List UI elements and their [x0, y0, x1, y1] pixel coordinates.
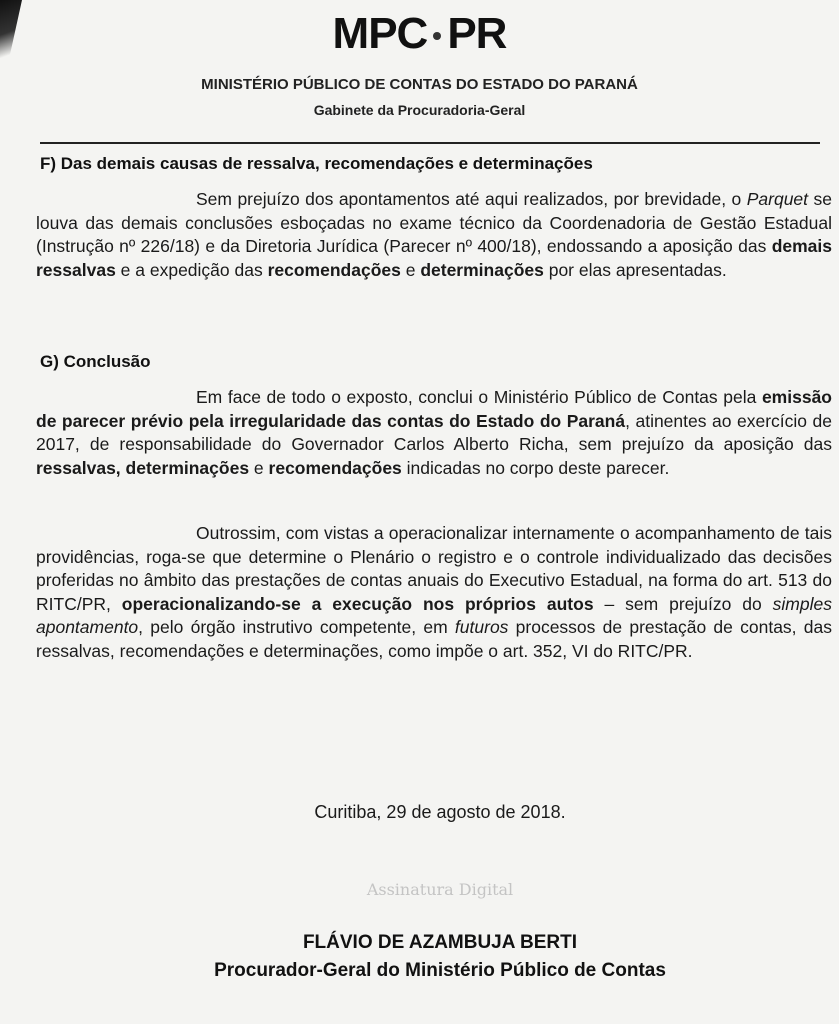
section-f-paragraph: [36, 188, 832, 282]
text-run: e a expedição das: [115, 259, 268, 280]
bold-run: recomendações: [267, 259, 401, 280]
section-f-heading: F) Das demais causas de ressalva, recomendações e determinações: [40, 154, 593, 173]
logo-right-text: PR: [447, 9, 507, 58]
logo-dot: [433, 32, 441, 40]
signer-name: FLÁVIO DE AZAMBUJA BERTI: [302, 932, 578, 953]
mpc-pr-logo: [0, 10, 839, 58]
italic-run: Parquet: [746, 189, 809, 209]
bold-run: demais ressalvas: [36, 236, 832, 280]
italic-run: futuros: [454, 617, 509, 637]
section-g-heading: G) Conclusão: [40, 352, 151, 371]
text-run: e: [400, 259, 421, 280]
text-run: , atinentes ao exercício de 2017, de responsabilidade do Governador Carlos Alberto Richa, sem prejuízo da aposição das: [36, 410, 832, 454]
text-run: se louva das demais conclusões esboçadas no exame técnico da Coordenadoria de Gestão Estadual (Instrução nº 226/18) e da Diretoria Jurídica (Parecer nº 400/18), endossando a aposição das: [36, 189, 832, 256]
italic-run: simples apontamento: [36, 593, 832, 637]
bold-run: ressalvas, determinações: [36, 457, 250, 478]
header-divider: [40, 142, 820, 144]
section-g-paragraph-2: [36, 522, 832, 663]
text-run: processos de prestação de contas, das ressalvas, recomendações e determinações, como impõe o art. 352, VI do RITC/PR.: [36, 617, 832, 661]
logo-left-text: MPC: [332, 9, 428, 58]
signer-role: Procurador-Geral do Ministério Público de Contas: [214, 960, 666, 981]
text-run: – sem prejuízo do: [593, 593, 773, 614]
digital-signature-watermark: Assinatura Digital: [366, 880, 514, 899]
text-run: Outrossim, com vistas a operacionalizar internamente o acompanhamento de tais providências, roga-se que determine o Plenário o registro e o controle individualizado das decisões proferidas no âmbito das prestações de contas anuais do Executivo Estadual, na forma do art. 513 do RITC/PR,: [36, 523, 832, 614]
text-run: Sem prejuízo dos apontamentos até aqui realizados, por brevidade, o: [196, 189, 747, 209]
text-run: indicadas no corpo deste parecer.: [401, 457, 670, 478]
bold-run: emissão de parecer prévio pela irregularidade das contas do Estado do Paraná: [36, 387, 832, 431]
bold-run: operacionalizando-se a execução nos próprios autos: [121, 593, 594, 614]
bold-run: determinações: [420, 259, 544, 280]
text-run: Em face de todo o exposto, conclui o Ministério Público de Contas pela: [196, 387, 762, 407]
cabinet-name: Gabinete da Procuradoria-Geral: [313, 102, 526, 118]
city-date: Curitiba, 29 de agosto de 2018.: [314, 802, 566, 822]
section-g-paragraph-1: [36, 386, 832, 480]
bold-run: recomendações: [268, 457, 402, 478]
text-run: , pelo órgão instrutivo competente, em: [138, 617, 455, 637]
organization-name: MINISTÉRIO PÚBLICO DE CONTAS DO ESTADO DO PARANÁ: [201, 76, 638, 93]
text-run: e: [249, 457, 269, 478]
text-run: por elas apresentadas.: [543, 259, 727, 280]
